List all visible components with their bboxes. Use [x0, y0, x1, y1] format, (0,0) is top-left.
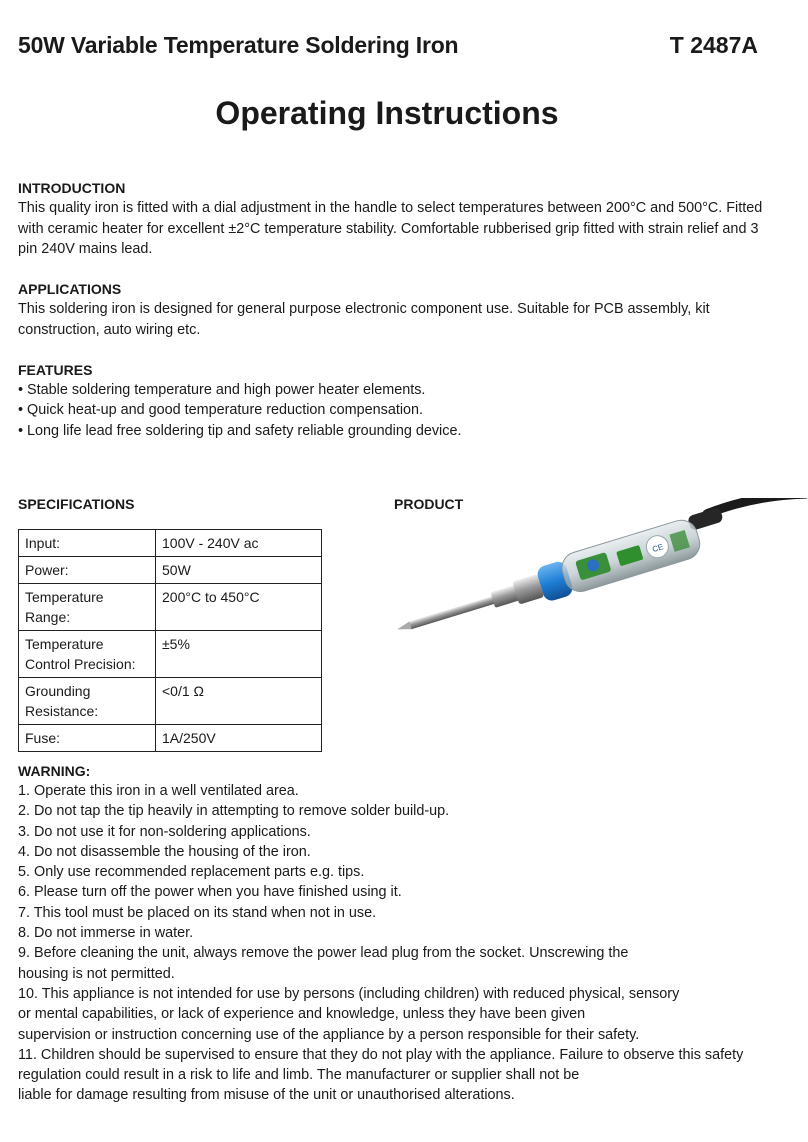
- warning-line: 4. Do not disassemble the housing of the iron.: [18, 843, 311, 860]
- warning-line: 7. This tool must be placed on its stand when not in use.: [18, 904, 377, 921]
- warning-line: 2. Do not tap the tip heavily in attempting to remove solder build-up.: [18, 803, 450, 820]
- feature-item: • Quick heat-up and good temperature reduction compensation.: [18, 402, 424, 419]
- feature-item: • Stable soldering temperature and high power heater elements.: [18, 382, 426, 398]
- applications-text: [18, 299, 710, 340]
- warning-line: 9. Before cleaning the unit, always remove the power lead plug from the socket. Unscrewing the: [18, 945, 629, 962]
- spec-label: Input:: [19, 530, 156, 557]
- warning-line: supervision or instruction concerning use of the appliance by a person responsible for their safety.: [18, 1026, 640, 1043]
- spec-value: 200°C to 450°C: [156, 584, 322, 631]
- product-heading: PRODUCT: [394, 496, 464, 512]
- applications-line: construction, auto wiring etc.: [18, 321, 201, 338]
- spec-label: Power:: [19, 557, 156, 584]
- product-title: 50W Variable Temperature Soldering Iron: [18, 32, 459, 58]
- introduction-text: [18, 198, 762, 260]
- spec-row: [19, 530, 322, 557]
- warning-line: housing is not permitted.: [18, 965, 175, 982]
- spec-label: Temperature Control Precision:: [19, 631, 156, 678]
- applications-line: This soldering iron is designed for general purpose electronic component use. Suitable for PCB assembly, kit: [18, 301, 710, 317]
- ce-mark: CE: [651, 542, 665, 555]
- spec-value: 50W: [156, 557, 322, 584]
- warning-heading: WARNING:: [18, 763, 91, 779]
- feature-item: • Long life lead free soldering tip and safety reliable grounding device.: [18, 422, 462, 439]
- spec-row: [19, 557, 322, 584]
- spec-value: <0/1 Ω: [156, 678, 322, 725]
- warning-line: liable for damage resulting from misuse of the unit or unauthorised alterations.: [18, 1087, 515, 1104]
- warning-list: [18, 781, 743, 1106]
- warning-line: or mental capabilities, or lack of experience and knowledge, unless they have been given: [18, 1006, 586, 1023]
- spec-row: [19, 631, 322, 678]
- spec-value: ±5%: [156, 631, 322, 678]
- spec-row: [19, 584, 322, 631]
- spec-value: 100V - 240V ac: [156, 530, 322, 557]
- warning-line: regulation could result in a risk to life and limb. The manufacturer or supplier shall not be: [18, 1067, 580, 1084]
- spec-label: Grounding Resistance:: [19, 678, 156, 725]
- specifications-table: [18, 529, 322, 752]
- model-number: T 2487A: [669, 32, 758, 58]
- warning-line: 10. This appliance is not intended for use by persons (including children) with reduced physical, sensory: [18, 985, 680, 1002]
- spec-row: [19, 725, 322, 752]
- soldering-iron-image: [388, 498, 808, 638]
- spec-value: 1A/250V: [156, 725, 322, 752]
- specifications-heading: SPECIFICATIONS: [18, 496, 135, 512]
- introduction-line: with ceramic heater for excellent ±2°C temperature stability. Comfortable rubberised grip fitted with strain relief and 3: [18, 220, 759, 237]
- spec-label: Temperature Range:: [19, 584, 156, 631]
- warning-line: 5. Only use recommended replacement parts e.g. tips.: [18, 864, 365, 881]
- spec-label: Fuse:: [19, 725, 156, 752]
- document-title: Operating Instructions: [215, 95, 559, 131]
- warning-line: 3. Do not use it for non-soldering applications.: [18, 823, 311, 840]
- introduction-heading: INTRODUCTION: [18, 180, 126, 196]
- features-heading: FEATURES: [18, 362, 93, 378]
- features-list: [18, 380, 461, 441]
- introduction-line: pin 240V mains lead.: [18, 241, 153, 257]
- introduction-line: This quality iron is fitted with a dial adjustment in the handle to select temperatures between 200°C and 500°C. Fitted: [18, 200, 763, 216]
- warning-line: 8. Do not immerse in water.: [18, 925, 194, 942]
- warning-line: 11. Children should be supervised to ensure that they do not play with the appliance. Failure to observe this safety: [18, 1046, 744, 1063]
- warning-line: 6. Please turn off the power when you have finished using it.: [18, 884, 402, 901]
- spec-row: [19, 678, 322, 725]
- applications-heading: APPLICATIONS: [18, 281, 122, 297]
- warning-line: 1. Operate this iron in a well ventilated area.: [18, 783, 299, 799]
